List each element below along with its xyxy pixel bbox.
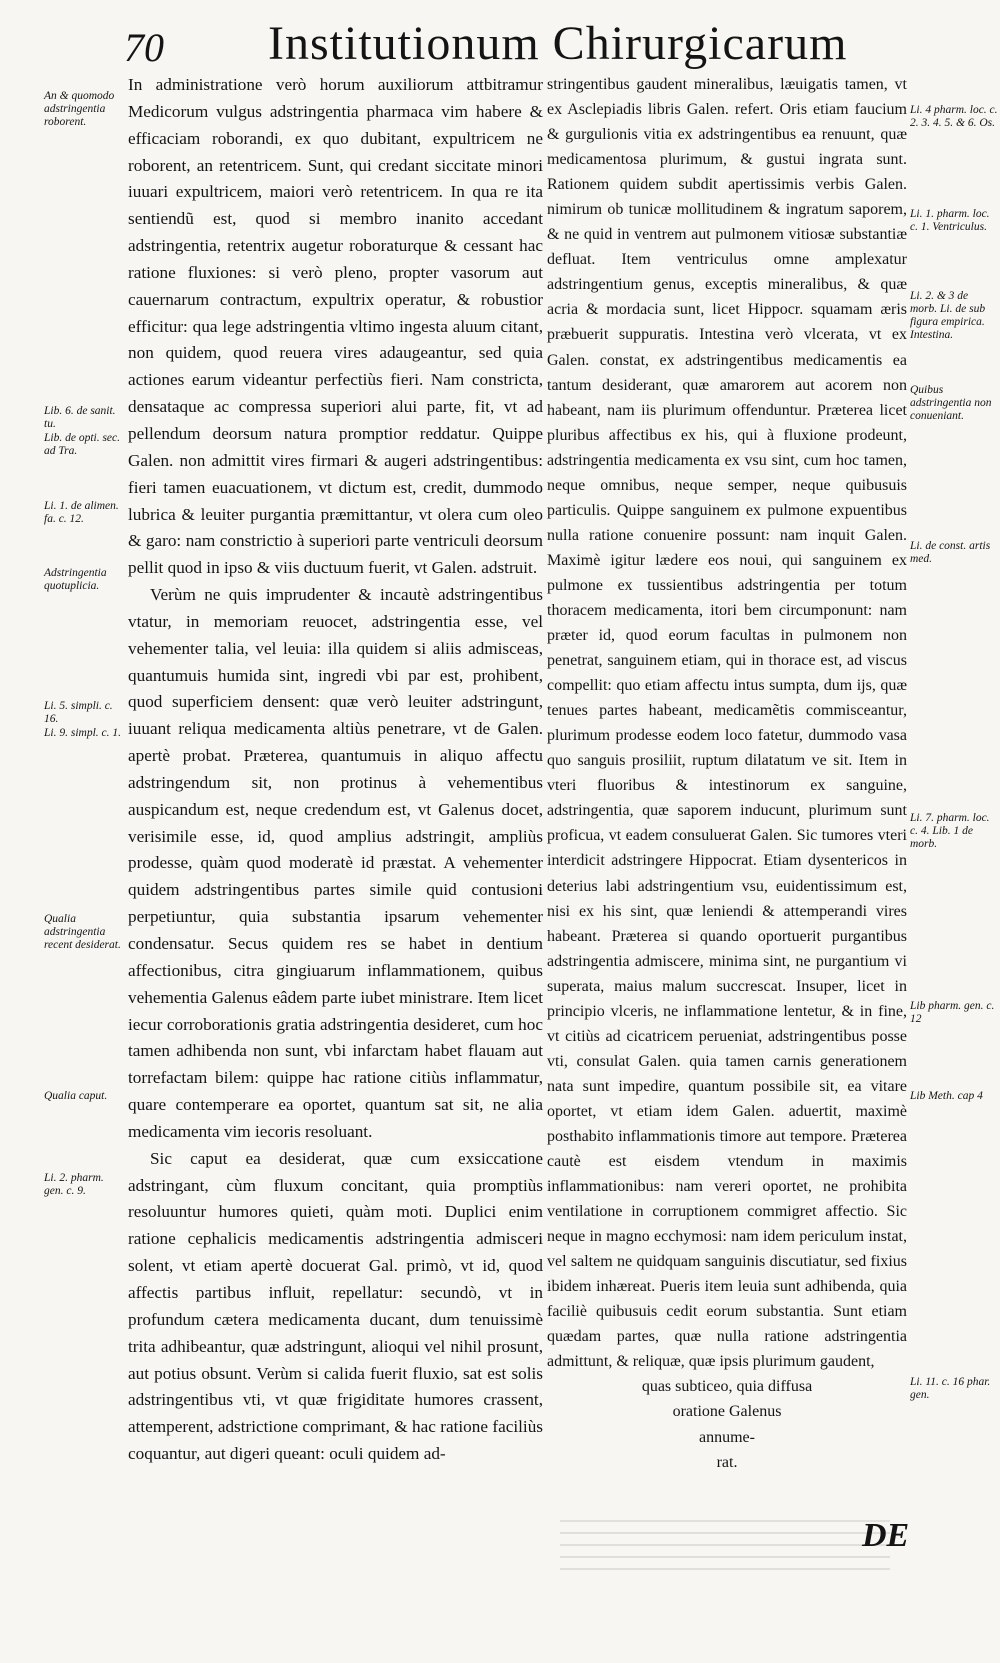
closing-line: oratione Galenus (672, 1403, 782, 1421)
paragraph: Sic caput ea desiderat, quæ cum exsiccatione adstringant, cùm fluxum concitant, quia promptiùs resoluuntur humores quieti, quàm moti. Duplici enim ratione cephalicis medicamentis adstringentia admisceri solent, vt etiam apertè docuerat Gal. primò, vt id, quod affectis partibus influit, repellatur: secundò, vt in profundum cætera medicamenta ducant, dum tenuissimè trita adhibeantur, quæ adstringunt, alioqui vel nihil prosunt, aut potius obsunt. Verùm si calida fuerit fluxio, sat est solis adstringentibus vti, vt quæ frigiditate humores crassent, attemperent, adstrictione comprimant, & hac ratione faciliùs coquantur, aut digeri queant: oculi quidem ad- (128, 1148, 543, 1464)
right-text-column (547, 72, 907, 1475)
bleed-through (560, 1510, 890, 1630)
margin-note: Li. 2. & 3 de morb. Li. de sub figura empirica. Intestina. (910, 290, 986, 341)
catchword: DE (862, 1517, 910, 1554)
margin-note: Li. 1. de alimen. fa. c. 12. (44, 500, 119, 525)
margin-note: Lib. 6. de sanit. tu. (44, 405, 116, 430)
running-title: Institutionum Chirurgicarum (268, 17, 848, 70)
closing-line: rat. (716, 1453, 738, 1471)
margin-note: Li. 7. pharm. loc. c. 4. Lib. 1 de morb. (910, 812, 990, 850)
margin-note: Quibus adstringentia non conueniant. (910, 384, 992, 422)
margin-note: Qualia adstringentia recent desiderat. (44, 913, 121, 951)
margin-note: Li. 5. simpli. c. 16. (44, 700, 113, 725)
margin-note: Li. 1. pharm. loc. c. 1. Ventriculus. (910, 208, 990, 233)
closing-line: annume- (699, 1428, 755, 1446)
margin-note: An & quomodo adstringentia roborent. (44, 90, 115, 128)
margin-note: Lib pharm. gen. c. 12 (910, 1000, 995, 1025)
margin-note: Li. 11. c. 16 phar. gen. (910, 1376, 991, 1401)
margin-note: Lib. de opti. sec. ad Tra. (44, 432, 121, 457)
margin-note: Li. 2. pharm. gen. c. 9. (44, 1172, 104, 1197)
margin-note: Li. 4 pharm. loc. c. 2. 3. 4. 5. & 6. Os. (910, 104, 998, 129)
closing-line: quas subticeo, quia diffusa (641, 1378, 813, 1396)
paragraph: In administratione verò horum auxiliorum attbitramur Medicorum vulgus adstringentia pharmaca vim habere & efficaciam roborandi, ex quo dubitant, expultricem ne roborent, an retentricem. Sunt, qui credant siccitate minori iuuari expultricem, maiori verò retentricem. In qua re ita sentiendũ est, quod si membro inanito accedant adstringentia, retentrix augetur roboraturque & cessant hac ratione fluxiones: si verò pleno, propter vasorum aut cauernarum contractum, expultrix operatur, & robustior efficitur: qua lege adstringentia vltimo ingesta aluum citant, non quidem, quod reuera vires adaugeantur, sed quia actiones earum videantur perfectiùs fieri. Nam constricta, densataque ac compressa superiori alui parte, fit, vt ad pellendum deorsum natura promptior reddatur. Quippe Galen. non admittit vires firmari & augeri adstringentibus: fieri tamen euacuationem, vt dictum est, credit, dummodo lubrica & leuiter purgantia præmittantur, vt olera cum oleo & garo: nam constrictio à superiori parte ventriculi deorsum pellit quod in ipso & viis ductuum fuerit, vt Galen. adstruit. (128, 75, 543, 578)
margin-note: Adstringentia quotuplicia. (44, 567, 107, 592)
margin-note: Lib Meth. cap 4 (910, 1090, 983, 1102)
paragraph: stringentibus gaudent mineralibus, læuigatis tamen, vt ex Asclepiadis libris Galen. refert. Oris etiam faucium & gurgulionis vitia ex adstringentibus ea renuunt, quæ medicamentosa plurimum, & gustui ingrata sunt. Rationem quidem subdit apertissimis verbis Galen. nimirum ob tunicæ mollitudinem & ingratum saporem, & ne quid in ventrem aut pulmonem vitiosæ substantiæ defluat. Item ventriculus omne amplexatur adstringentium genus, exceptis mineralibus, & quæ acria & mordacia sunt, licet Hippocr. squamam æris præbuerit suppuratis. Intestina verò vlcerata, vt ex Galen. constat, ex adstringentibus medicamentis ea tantum desiderant, quæ amarorem aut acorem non habeant, nam iis plurimum offenduntur. Præterea licet pluribus affectibus ex his, qui à fluxione prodeunt, adstringentia medicamenta ex vsu sint, cum hoc tamen, neque omnibus, neque semper, neque quibusuis particulis. Quippe sanguinem ex pulmone expuentibus nulla ratione conuenire possunt: nam inquit Galen. Maximè igitur lædere eos noui, qui sanguinem ex pulmone ex tussientibus adstringentia per totum thoracem medicamenta, itori bem circumponunt: nam præter id, quod eorum facultas in pulmonem non penetrat, sanguinem etiam, qui in thorace est, ad viscus compellit: quo etiam affectu intus sumpta, dum ijs, quæ tenues partes habeant, medicamẽtis commisceantur, plurimum prodesse eodem loco fatetur, dummodo vasa quo sanguis prosiliit, ruptum dilatatum ve sit. Item in vteri fluoribus & intestinorum ex sanguine, adstringentia, quæ saporem inducunt, plurimum sunt proficua, vt eadem consuluerat Galen. Sic tumores vteri interdicit adstringere Hippocrat. Etiam dysentericos in deterius labi adstringentium vsu, euidentissimum est, nisi ex his sint, quæ leniendi & attemperandi vires habeant. Præterea si quando oportuerit purgantibus adstringentia admiscere, minima sint, ne purgantium vi superata, maius malum succrescat. Insuper, licet in principio vlceris, ne inflammatione lentetur, & in fine, vt citiùs ad cicatricem perueniat, adstringentibus posse vti, consulat Galen. quia tamen carnis generationem nata sunt impedire, quantum possibile sit, ea vitare oportet, vt etiam idem Galen. aduertit, maximè posthabito inflammationis timore aut tempore. Præterea cautè est eisdem vtendum in maximis inflammationibus: nam vereri oportet, ne prohibita ventilatione in corruptionem commigret affectio. Sic neque in magno ecchymosi: nam idem periculum instat, vel saltem ne quidquam sanguinis discutiatur, sed fixius ibidem inhæreat. Pueris item leuia sunt adhibenda, quia faciliè quibusuis cedit eorum substantia. Sunt etiam quædam partes, quæ nulla ratione adstringentia admittunt, & reliquæ, quæ ipsis plurimum gaudent, (547, 76, 907, 1371)
left-text-column (128, 72, 543, 1468)
margin-note: Li. 9. simpl. c. 1. (44, 727, 121, 739)
margin-note: Qualia caput. (44, 1090, 108, 1102)
margin-note: Li. de const. artis med. (910, 540, 991, 565)
page-number: 70 (124, 25, 164, 70)
page-header (0, 10, 1000, 70)
paragraph: Verùm ne quis imprudenter & incautè adstringentibus vtatur, in memoriam reuocet, adstringentia esse, vel vehementer talia, vel leuia: illa quidem si aliis admisceas, quantumuis humida sint, ingredi vbi par est, prohibent, quod superficiem densent: quæ verò leuiter adstringunt, iuuant reliqua medicamenta altiùs penetrare, vt de Galen. apertè probat. Præterea, quantumuis in aliquo affectu adstringendum sit, non protinus à vehementibus auspicandum est, neque credendum est, vt Galenus docet, verisimile esse, id, quod amplius adstringit, ampliùs prodesse, quàm quod moderatè id præstat. A vehementer quidem adstringentibus partes simile quid contusioni perpetiuntur, quia substantia ipsarum vehementer condensatur. Secus quidem res se habet in dentium affectionibus, citra gingiuarum inflammationem, quibus vehementia Galenus eâdem parte iubet ministrare. Item licet iecur corroborationis gratia adstringentia desideret, cum hoc tamen adhibenda non sunt, vbi infarctam habet flauam aut torrefactam bilem: quippe hac ratione citiùs inflammatur, quare contemperare ea oportet, quantum sat sit, ne alia medicamenta vim iecoris resoluant. (128, 585, 543, 1141)
